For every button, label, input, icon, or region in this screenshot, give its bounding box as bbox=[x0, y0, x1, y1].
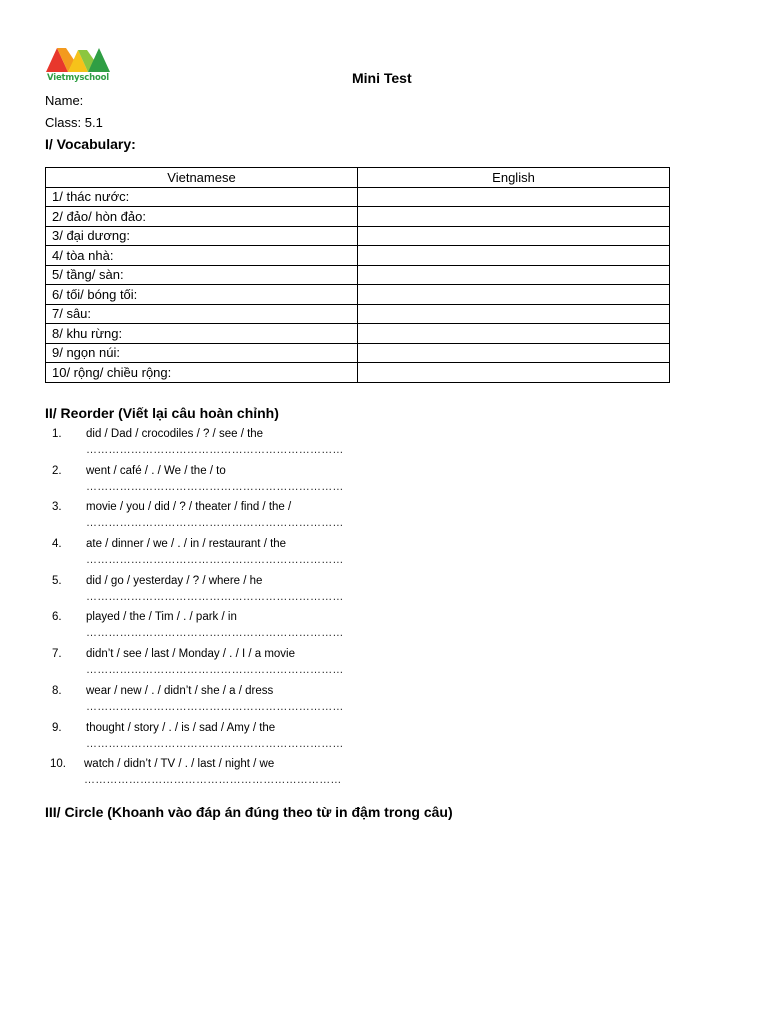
scrambled-words: played / the / Tim / . / park / in bbox=[86, 611, 237, 624]
reorder-item bbox=[0, 575, 768, 612]
english-answer-cell[interactable] bbox=[358, 343, 670, 363]
reorder-item bbox=[0, 465, 768, 502]
question-number: 3. bbox=[52, 501, 62, 514]
column-header-english: English bbox=[358, 168, 670, 188]
table-row bbox=[46, 226, 670, 246]
school-logo bbox=[44, 44, 112, 86]
answer-line[interactable]: …………………………………………………………… bbox=[86, 737, 344, 750]
question-number: 2. bbox=[52, 464, 62, 477]
vietnamese-cell: 7/ sâu: bbox=[46, 304, 358, 324]
answer-line[interactable]: …………………………………………………………… bbox=[86, 664, 344, 677]
answer-line[interactable]: …………………………………………………………… bbox=[86, 480, 344, 493]
class-field: Class: 5.1 bbox=[45, 115, 103, 130]
scrambled-words: did / Dad / crocodiles / ? / see / the bbox=[86, 428, 264, 440]
table-row bbox=[46, 324, 670, 344]
table-header-row bbox=[46, 168, 670, 188]
reorder-item bbox=[0, 538, 768, 575]
vocabulary-table bbox=[45, 167, 670, 383]
name-field: Name: bbox=[45, 93, 84, 108]
logo-mark-icon bbox=[44, 44, 112, 74]
question-number: 5. bbox=[52, 574, 62, 587]
reorder-item bbox=[0, 428, 768, 465]
english-answer-cell[interactable] bbox=[358, 246, 670, 266]
table-row bbox=[46, 343, 670, 363]
answer-line[interactable]: …………………………………………………………… bbox=[86, 444, 344, 456]
reorder-item bbox=[0, 722, 768, 759]
vietnamese-cell: 2/ đảo/ hòn đảo: bbox=[46, 207, 358, 227]
vietnamese-cell: 3/ đại dương: bbox=[46, 226, 358, 246]
english-answer-cell[interactable] bbox=[358, 265, 670, 285]
reorder-item bbox=[0, 685, 768, 722]
answer-line[interactable]: …………………………………………………………… bbox=[86, 627, 344, 640]
vietnamese-cell: 9/ ngọn núi: bbox=[46, 343, 358, 363]
vietnamese-cell: 8/ khu rừng: bbox=[46, 324, 358, 344]
table-row bbox=[46, 304, 670, 324]
question-number: 4. bbox=[52, 538, 62, 551]
section-circle-heading: III/ Circle (Khoanh vào đáp án đúng theo từ in đậm trong câu) bbox=[45, 804, 453, 820]
vietnamese-cell: 6/ tối/ bóng tối: bbox=[46, 285, 358, 305]
table-row bbox=[46, 187, 670, 207]
reorder-list bbox=[0, 428, 768, 795]
vietnamese-cell: 1/ thác nước: bbox=[46, 187, 358, 207]
answer-line[interactable]: …………………………………………………………… bbox=[86, 590, 344, 603]
column-header-vietnamese: Vietnamese bbox=[46, 168, 358, 188]
scrambled-words: ate / dinner / we / . / in / restaurant / the bbox=[86, 538, 287, 551]
question-number: 8. bbox=[52, 684, 62, 697]
english-answer-cell[interactable] bbox=[358, 304, 670, 324]
english-answer-cell[interactable] bbox=[358, 207, 670, 227]
section-reorder-heading: II/ Reorder (Viết lại câu hoàn chỉnh) bbox=[45, 405, 279, 421]
section-vocabulary-heading: I/ Vocabulary: bbox=[45, 136, 136, 152]
vietnamese-cell: 10/ rộng/ chiều rộng: bbox=[46, 363, 358, 383]
reorder-item bbox=[0, 648, 768, 685]
question-number: 7. bbox=[52, 648, 62, 661]
english-answer-cell[interactable] bbox=[358, 226, 670, 246]
reorder-item bbox=[0, 501, 768, 538]
scrambled-words: watch / didn’t / TV / . / last / night / we bbox=[84, 758, 275, 771]
scrambled-words: did / go / yesterday / ? / where / he bbox=[86, 574, 263, 587]
question-number: 1. bbox=[52, 428, 62, 440]
vietnamese-cell: 5/ tầng/ sàn: bbox=[46, 265, 358, 285]
english-answer-cell[interactable] bbox=[358, 324, 670, 344]
table-row bbox=[46, 363, 670, 383]
reorder-item bbox=[0, 758, 768, 795]
question-number: 10. bbox=[50, 758, 66, 771]
answer-line[interactable]: …………………………………………………………… bbox=[86, 700, 344, 713]
table-row bbox=[46, 207, 670, 227]
scrambled-words: went / café / . / We / the / to bbox=[86, 464, 226, 477]
answer-line[interactable]: …………………………………………………………… bbox=[86, 517, 344, 530]
answer-line[interactable]: …………………………………………………………… bbox=[84, 774, 342, 787]
english-answer-cell[interactable] bbox=[358, 187, 670, 207]
scrambled-words: movie / you / did / ? / theater / find / the / bbox=[86, 501, 292, 514]
english-answer-cell[interactable] bbox=[358, 363, 670, 383]
english-answer-cell[interactable] bbox=[358, 285, 670, 305]
page-title: Mini Test bbox=[352, 70, 412, 86]
answer-line[interactable]: …………………………………………………………… bbox=[86, 554, 344, 567]
table-row bbox=[46, 265, 670, 285]
table-row bbox=[46, 285, 670, 305]
scrambled-words: didn’t / see / last / Monday / . / I / a movie bbox=[86, 648, 296, 661]
reorder-item bbox=[0, 611, 768, 648]
question-number: 6. bbox=[52, 611, 62, 624]
scrambled-words: thought / story / . / is / sad / Amy / the bbox=[86, 721, 276, 734]
table-row bbox=[46, 246, 670, 266]
scrambled-words: wear / new / . / didn’t / she / a / dress bbox=[86, 684, 274, 697]
vietnamese-cell: 4/ tòa nhà: bbox=[46, 246, 358, 266]
logo-wordmark: Vietmyschool bbox=[47, 73, 109, 83]
question-number: 9. bbox=[52, 721, 62, 734]
